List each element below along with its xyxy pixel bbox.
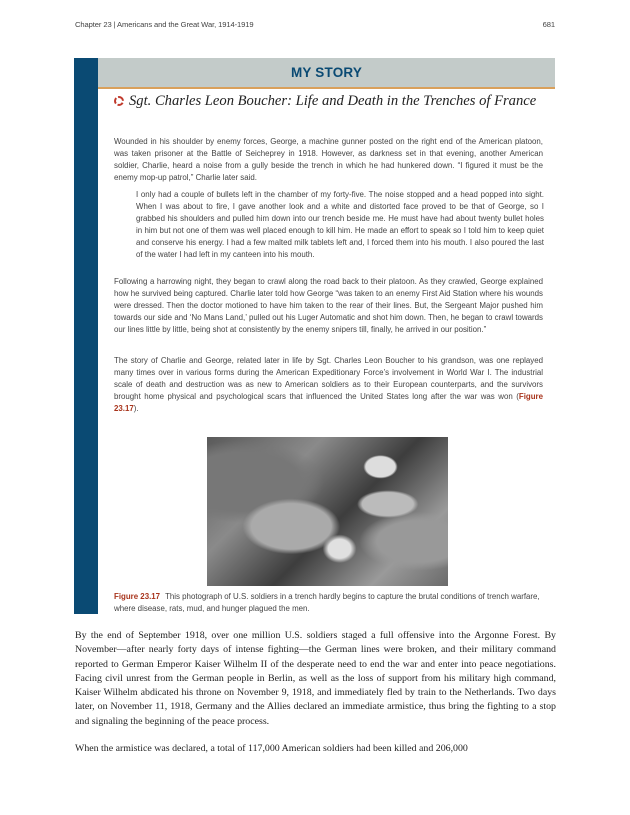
body-paragraph: When the armistice was declared, a total of 117,000 American soldiers had been killed and 206,000 [75,743,468,754]
my-story-feature-box [74,58,555,614]
running-head [75,20,555,32]
feature-blockquote: I only had a couple of bullets left in the chamber of my forty-five. The noise stopped and a head popped into sight. When I was about to fire, I gave another look and a white and distorted face proved to be that of George, so I grabbed his shoulders and pulled him down into our trench beside me. He must have had about twenty bullet holes in him but not one of them was well placed enough to kill him. He made an effort to speak so I told him to keep quiet and conserve his energy. I had a few malted milk tablets left and, I forced them into his mouth. I also poured the last of the water I had left in my canteen into his mouth. [136,190,544,260]
feature-paragraph: Wounded in his shoulder by enemy forces, George, a machine gunner posted on the right end of the American platoon, was taken prisoner at the Battle of Seicheprey in 1918. However, as darkness set in that evening, another American soldier, Charlie, heard a noise from a gully beside the trench in which he had hunkered down. “I figured it must be the enemy mop-up patrol,” Charlie later said. [114,137,543,183]
feature-accent-bar [74,58,98,614]
paragraph-text: The story of Charlie and George, related later in life by Sgt. Charles Leon Boucher to his grandson, was one replayed many times over in various forms during the American Expeditionary Force’s involvement in World War I. The industrial scale of death and destruction was as new to American soldiers as to their European counterparts, and the survivors brought home physical and psychological scars that influenced the United States long after the war was won ( [114,356,543,402]
figure-caption-text: This photograph of U.S. soldiers in a trench hardly begins to capture the brutal conditions of trench warfare, where disease, rats, mud, and hunger plagued the men. [114,592,540,614]
feature-header [98,58,555,89]
figure-reference-link[interactable]: Figure 23.17 [114,392,543,414]
chapter-title: Chapter 23 | Americans and the Great War, 1914-1919 [75,20,254,29]
feature-title-text: Sgt. Charles Leon Boucher: Life and Death in the Trenches of France [129,93,537,109]
feature-paragraph [114,355,543,415]
feature-paragraph: Following a harrowing night, they began to crawl along the road back to their platoon. As they crawled, George explained how he survived being captured. Charlie later told how George “was taken to an enemy First Aid Station where his wounds were dressed. Then the doctor motioned to have him taken to the rear of their lines. But, the Sergeant Major pushed him towards our side and ‘No Mans Land,’ pulled out his Luger Automatic and shot him down. Then, he began to crawl towards our lines little by little, being shot at consistently by the enemy snipers till, finally, he arrived in our position.” [114,277,543,335]
paragraph-text: ). [133,404,139,414]
my-story-ring-icon [114,96,124,106]
page-number: 681 [542,20,555,29]
figure-caption [114,591,546,615]
feature-title [114,93,544,110]
body-paragraph: By the end of September 1918, over one million U.S. soldiers staged a full offensive into the Argonne Forest. By November—after nearly forty days of intense fighting—the German lines were broken, and their military command reported to German Emperor Kaiser Wilhelm II of the desperate need to end the war and enter into peace negotiations. Facing civil unrest from the German people in Berlin, as well as the loss of support from his military high command, Kaiser Wilhelm abdicated his throne on November 9, 1918, and immediately fled by train to the Netherlands. Two days later, on November 11, 1918, Germany and the Allies declared an immediate armistice, thus bring the fighting to a stop and signaling the beginning of the peace process. [75,630,556,727]
feature-header-label: MY STORY [290,65,363,80]
figure-label: Figure 23.17 [114,592,161,601]
trench-photograph [207,437,448,586]
